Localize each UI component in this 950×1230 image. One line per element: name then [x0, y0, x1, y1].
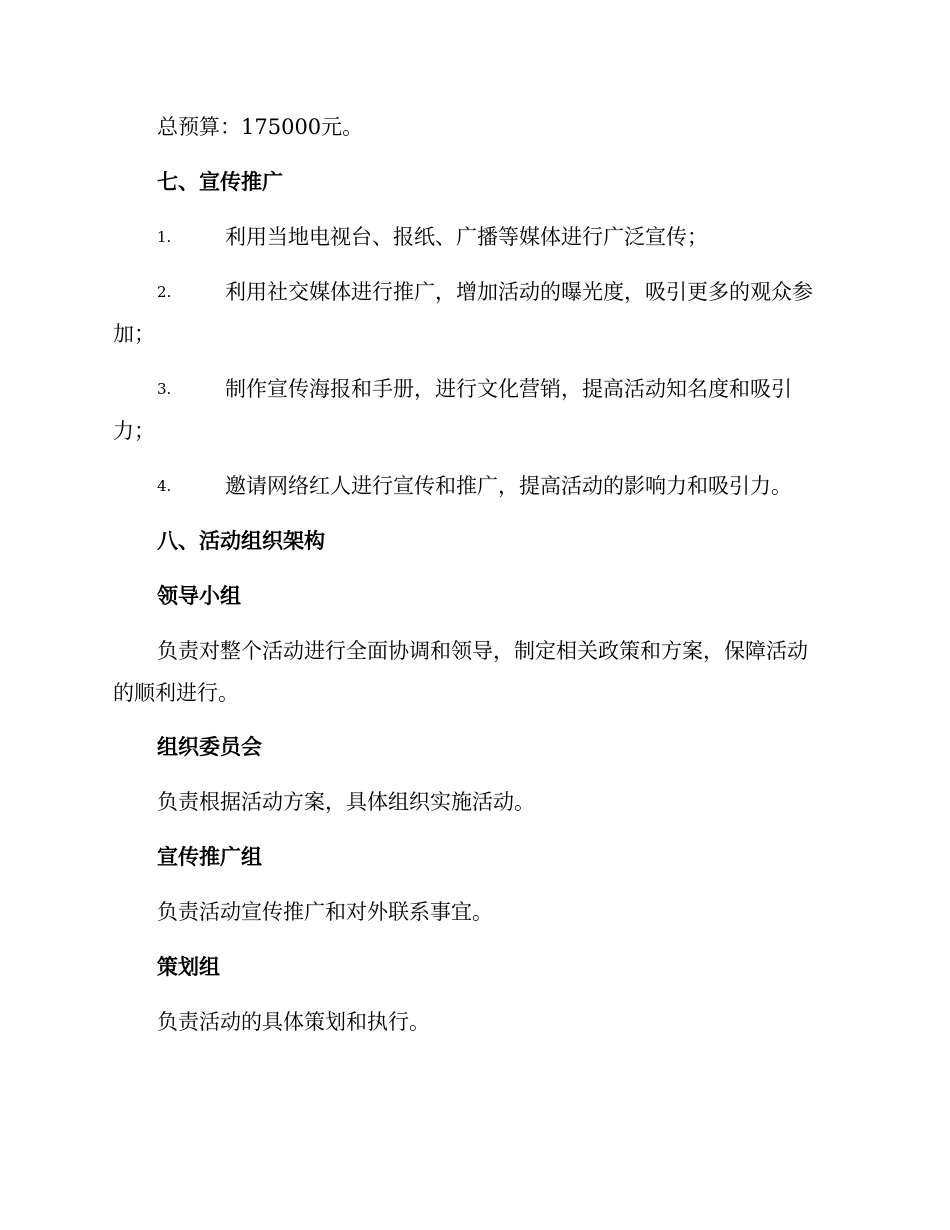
list-item-number: 3.: [157, 380, 172, 398]
list-item-text: 邀请网络红人进行宣传和推广，提高活动的影响力和吸引力。: [225, 474, 792, 498]
budget-total: 总预算：175000元。: [157, 115, 364, 139]
group-description: 负责活动的具体策划和执行。: [157, 1010, 430, 1034]
list-item-number: 4.: [157, 477, 172, 495]
list-item-number: 2.: [157, 283, 172, 301]
list-item-text: 制作宣传海报和手册，进行文化营销，提高活动知名度和吸引: [225, 377, 792, 401]
list-item-continuation: 力；: [113, 419, 155, 443]
list-item-text: 利用社交媒体进行推广，增加活动的曝光度，吸引更多的观众参: [225, 280, 813, 304]
list-item-text: 利用当地电视台、报纸、广播等媒体进行广泛宣传；: [225, 225, 708, 249]
group-description: 负责对整个活动进行全面协调和领导，制定相关政策和方案，保障活动: [157, 639, 808, 663]
group-heading-organizing-committee: 组织委员会: [157, 735, 262, 759]
group-description: 负责根据活动方案，具体组织实施活动。: [157, 790, 535, 814]
list-item-number: 1.: [157, 228, 172, 246]
group-heading-planning: 策划组: [157, 955, 220, 979]
group-heading-promotion: 宣传推广组: [157, 845, 262, 869]
section-7-heading: 七、宣传推广: [157, 170, 283, 194]
group-description: 负责活动宣传推广和对外联系事宜。: [157, 900, 493, 924]
section-8-heading: 八、活动组织架构: [157, 529, 325, 553]
group-heading-leadership: 领导小组: [157, 584, 241, 608]
group-description-continuation: 的顺利进行。: [113, 681, 239, 705]
list-item-continuation: 加；: [113, 322, 155, 346]
